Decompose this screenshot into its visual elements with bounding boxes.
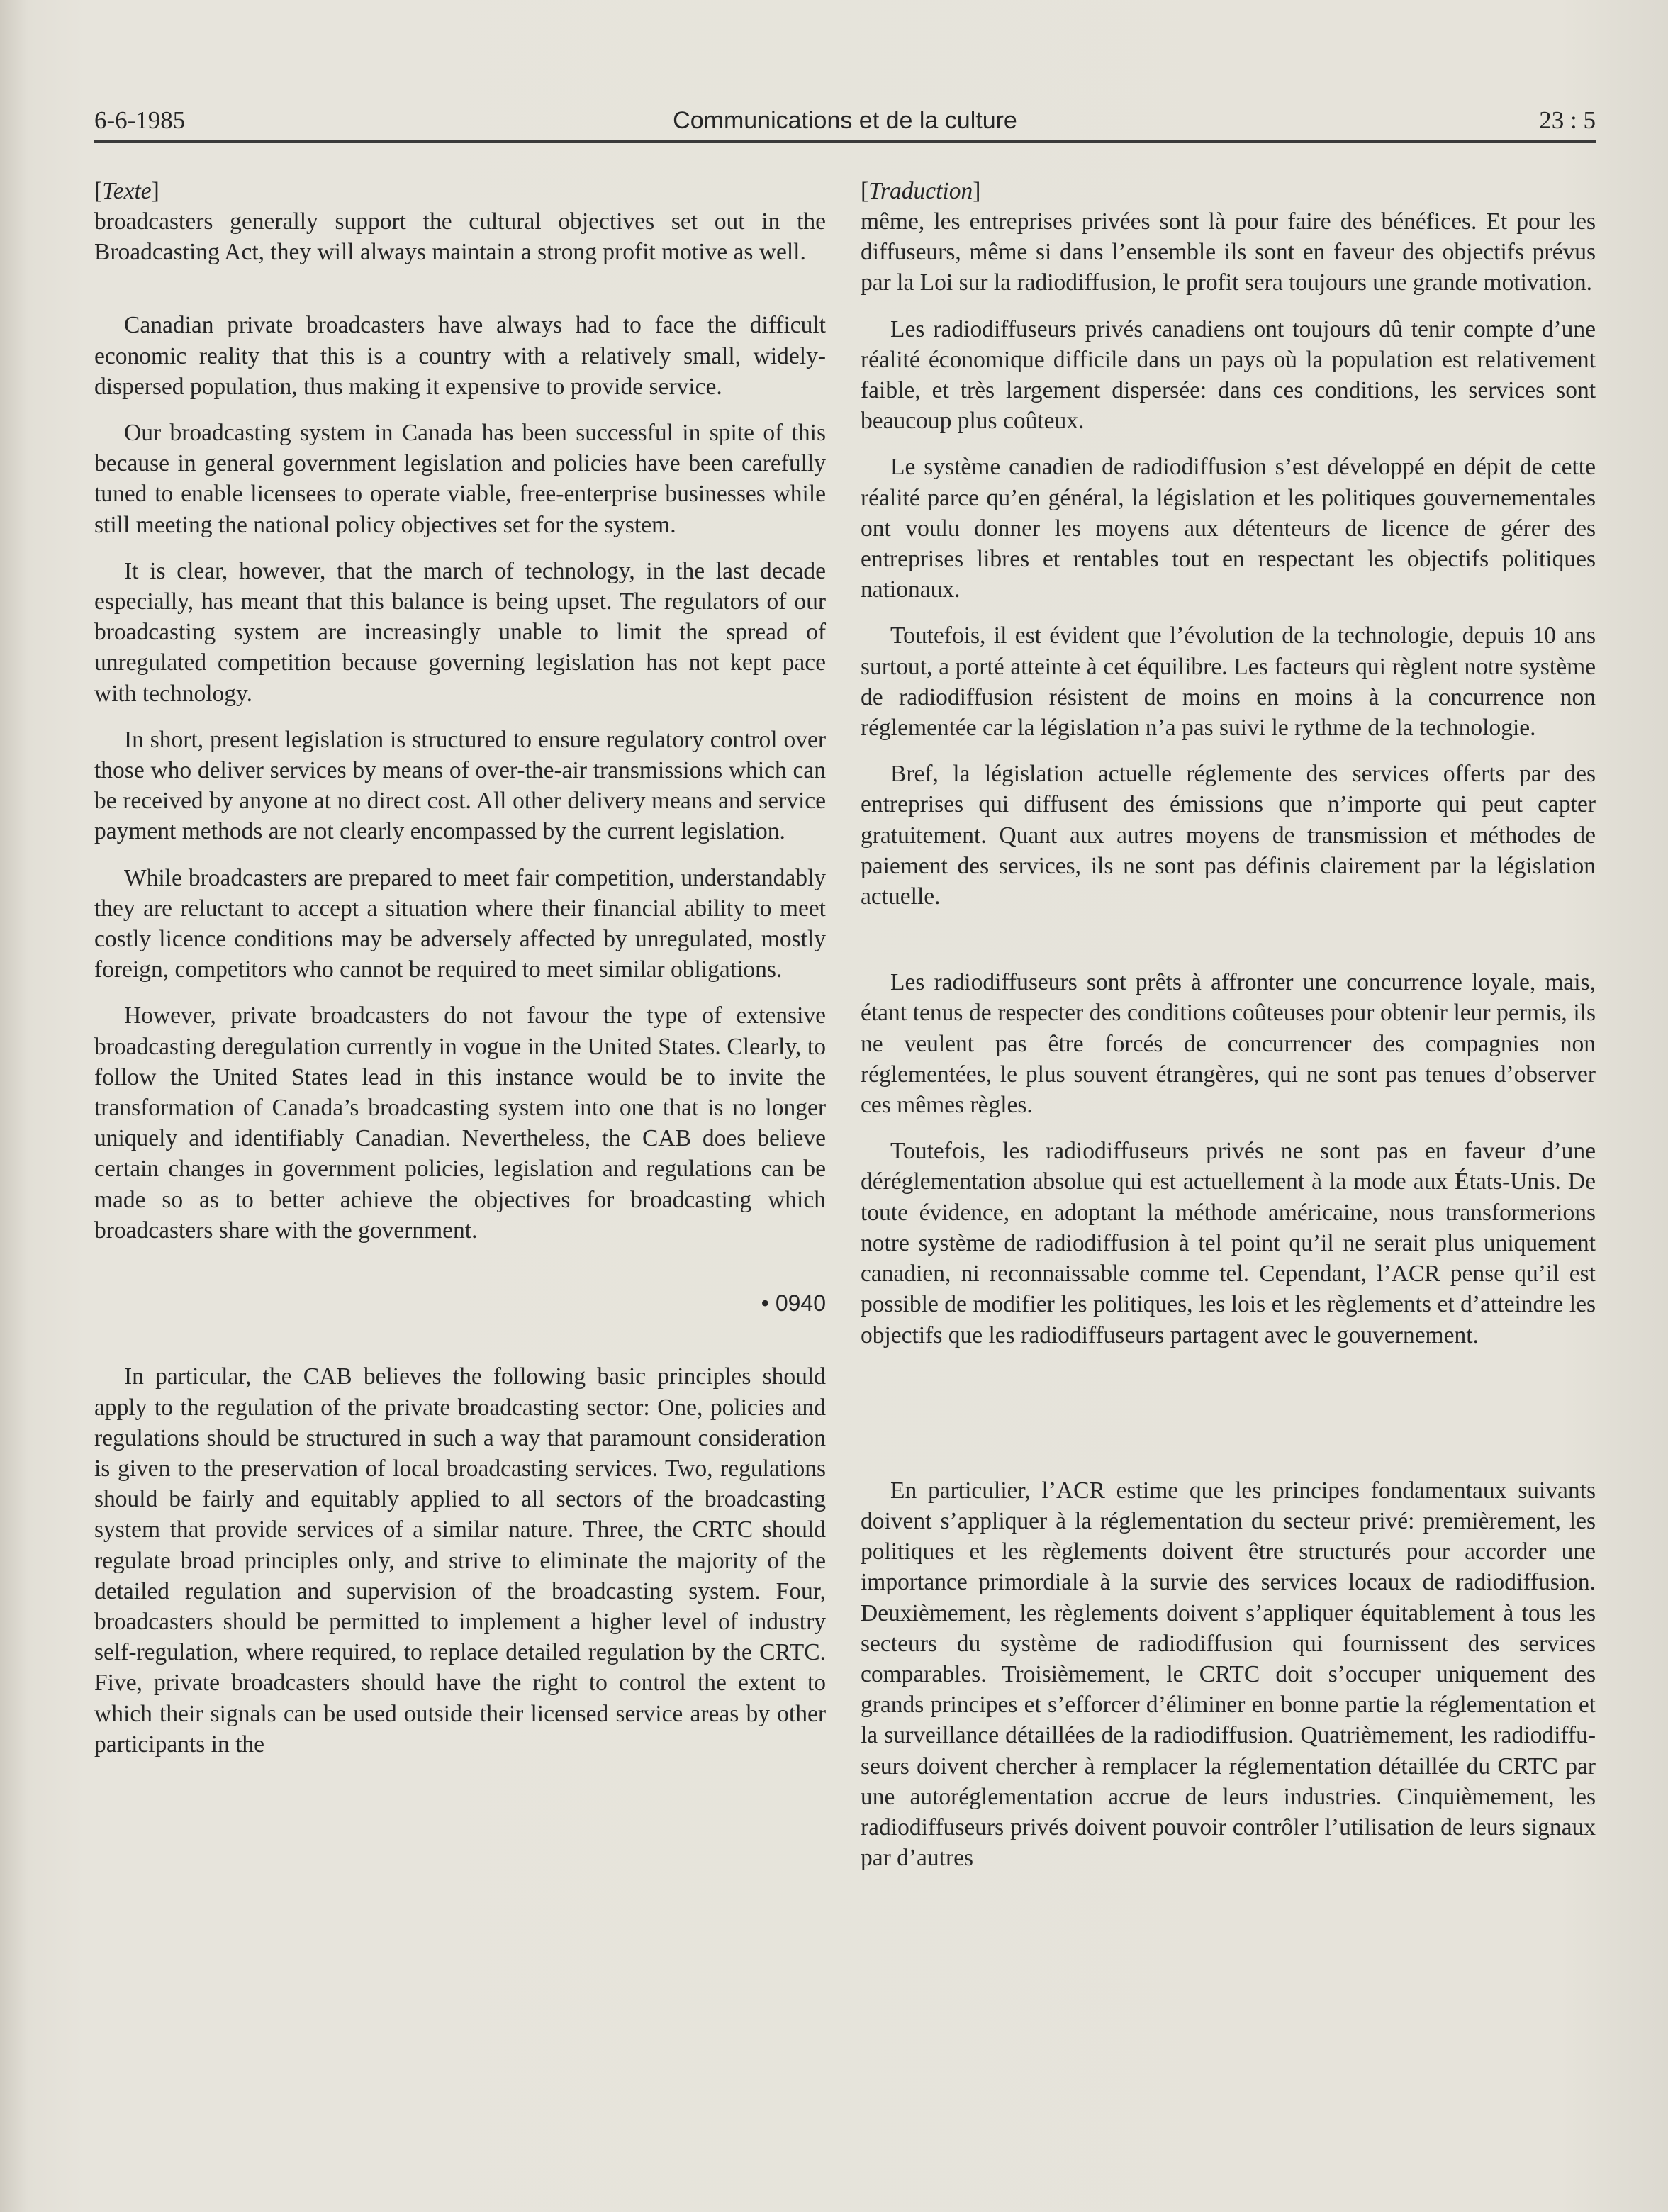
page-header <box>94 105 1596 140</box>
right-column-tag: [Traduction] <box>861 178 981 204</box>
left-paragraph-6: While broadcasters are prepared to meet fair competition, understandably they are reluctant to accept a situation where their financial ability to meet costly licence conditions may be adversely affected by unregulated, mostly foreign, competitors who cannot be required to meet similar obligations. <box>94 864 826 983</box>
left-paragraph-2: Canadian private broadcasters have always had to face the difficult economic reality that this is a country with a relatively small, widely-dispersed population, thus making it expensive to provide service. <box>94 312 826 400</box>
right-paragraph-4: Toutefois, il est évident que l’évolution de la technologie, depuis 10 ans surtout, a porté atteinte à cet équilibre. Les facteurs qui règlent notre système de radiodiffusion résistent de moins en moins à la concurrence non réglementée car la législation n’a pas suivi le rythme de la technologie. <box>861 622 1596 742</box>
left-column-tag: [Texte] <box>94 178 159 204</box>
left-paragraph-1: broadcasters generally support the cultural objectives set out in the Broadcasting Act, they will always maintain a strong profit motive as well. <box>94 208 826 266</box>
left-tag-label: Texte <box>102 178 152 204</box>
right-paragraph-2: Les radiodiffuseurs privés canadiens ont toujours dû tenir compte d’une réalité économique difficile dans un pays où la population est relativement faible, et très largement dispersée: dans ces conditions, les services sont beaucoup plus coûteux. <box>861 315 1596 435</box>
right-paragraph-6: Les radiodiffuseurs sont prêts à affronter une concurrence loyale, mais, étant tenus de respecter des conditions coûteuses pour obtenir leur permis, ils ne veulent pas être forcés de concurrencer des compagnies non réglementées, le plus souvent étrangères, qui ne sont pas tenues d’observer ces mêmes règles. <box>861 969 1596 1119</box>
right-paragraph-5: Bref, la législation actuelle réglemente des services offerts par des entreprises qui diffusent des émissions que n’importe qui peut capter gratuitement. Quant aux autres moyens de transmission et méthodes de paiement des services, ils ne sont pas définis clairement par la législation actuelle. <box>861 761 1596 910</box>
right-tag-label: Traduction <box>868 178 973 204</box>
header-date: 6-6-1985 <box>94 106 186 134</box>
right-column <box>861 176 1596 1873</box>
left-paragraph-8: In particular, the CAB believes the following basic principles should apply to the regulation of the private broadcasting sector: One, policies and regulations should be structured in such a way that paramount consideration is given to the preservation of local broadcasting services. Two, regulations should be fairly and equitably applied to all sectors of the broadcasting system that provide services of a similar nature. Three, the CRTC should regulate broad principles only, and strive to eliminate the majority of the detailed regulation and supervision of the broadcasting system. Four, broadcasters should be permitted to implement a higher level of industry self-regulation, where required, to replace detailed regulation by the CRTC. Five, private broadcasters should have the right to control the extent to which their signals can be used outside their licensed service areas by other participants in the <box>94 1363 826 1758</box>
right-paragraph-3: Le système canadien de radiodiffusion s’est développé en dépit de cette réalité parce qu’en général, la législation et les politiques gouvernementales ont voulu donner les moyens aux détenteurs de licence de gérer des entreprises libres et rentables tout en respectant les objectifs politiques nationaux. <box>861 454 1596 603</box>
left-column <box>94 176 826 1760</box>
left-paragraph-5: In short, present legislation is structured to ensure regulatory control over those who deliver services by means of over-the-air transmissions which can be received by anyone at no direct cost. All other delivery means and service payment methods are not clearly encompassed by the current legislation. <box>94 726 826 845</box>
left-paragraph-4: It is clear, however, that the march of technology, in the last decade especially, has meant that this balance is being upset. The regulators of our broadcasting system are increasingly unable to limit the spread of unregulated competition because governing legislation has not kept pace with technology. <box>94 557 826 707</box>
time-marker: • 0940 <box>761 1290 826 1317</box>
right-paragraph-8: En particulier, l’ACR estime que les principes fondamentaux suivants doivent s’appliquer à la réglementation du secteur privé: premièrement, les politiques et les règlements doivent être structurés pour accorder une importance primordiale à la survie des services locaux de radiodiffusion. Deuxièmement, les règlements doivent s’appliquer équitablement à tous les secteurs du système de radiodiffusion qui fournissent des services comparables. Troisièmement, le CRTC doit s’occuper uniquement des grands principes et s’efforcer d’éliminer en bonne partie la réglementation et la surveillance détaillées de la radiodiffusion. Quatrièmement, les radiodiffuseurs doivent chercher à remplacer la réglementation détaillée du CRTC par une autoréglementation accrue de leurs industries. Cinquièmement, les radiodiffuseurs privés doivent pouvoir contrôler l’utilisation de leurs signaux par d’autres <box>861 1477 1596 1872</box>
left-paragraph-7: However, private broadcasters do not favour the type of extensive broadcasting deregulation currently in vogue in the United States. Clearly, to follow the United States lead in this instance would be to invite the transformation of Canada’s broadcasting system into one that is no longer uniquely and identifiably Canadian. Nevertheless, the CAB does believe certain changes in government policies, legislation and regulations can be made so as to better achieve the objectives for broadcasting which broadcasters share with the government. <box>94 1002 826 1244</box>
right-paragraph-7: Toutefois, les radiodiffuseurs privés ne sont pas en faveur d’une déréglementation absolue qui est actuellement à la mode aux États-Unis. De toute évidence, en adoptant la méthode américaine, nous transformerions notre système de radiodiffusion à tel point qu’il ne serait plus uniquement canadien, ni reconnaissable comme tel. Cependant, l’ACR pense qu’il est possible de modifier les politiques, les lois et les règlements et d’atteindre les objectifs que les radiodiffuseurs partagent avec le gouvernement. <box>861 1138 1596 1348</box>
right-paragraph-1: même, les entreprises privées sont là pour faire des bénéfices. Et pour les diffuseurs, même si dans l’ensemble ils sont en faveur des objectifs prévus par la Loi sur la radiodiffusion, le profit sera toujours une grande motivation. <box>861 208 1596 296</box>
header-title: Communications et de la culture <box>673 107 1017 134</box>
header-rule <box>94 140 1596 143</box>
header-page-number: 23 : 5 <box>1539 106 1596 134</box>
left-paragraph-3: Our broadcasting system in Canada has been successful in spite of this because in general government legislation and policies have been carefully tuned to enable licensees to operate viable, free-enterprise businesses while still meeting the national policy objectives set for the system. <box>94 420 826 538</box>
